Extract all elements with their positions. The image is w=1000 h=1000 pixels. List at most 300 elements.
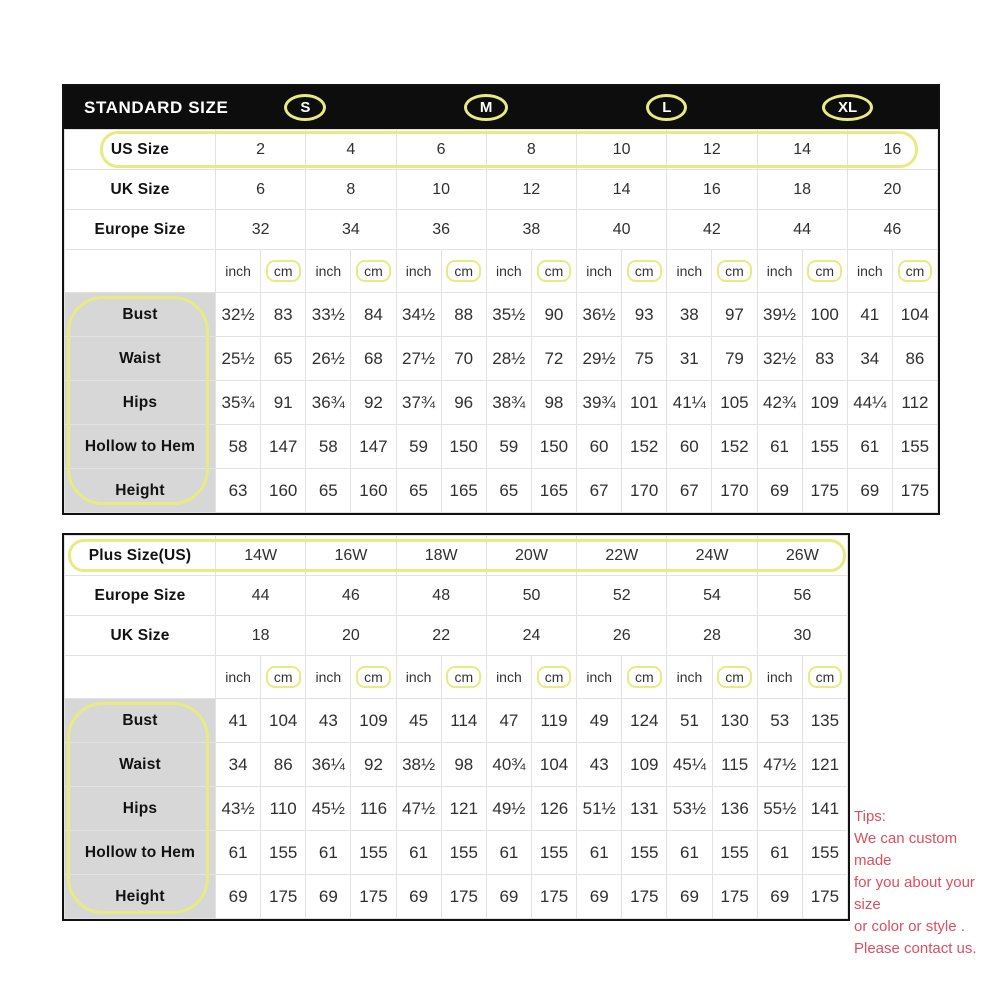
inch-unit-label: inch xyxy=(315,263,342,279)
standard-size-table xyxy=(62,84,940,515)
measurement-value-cell: 69 xyxy=(306,875,351,919)
measurement-value-cell: 160 xyxy=(351,469,396,513)
size-value-cell: 18 xyxy=(216,616,306,656)
size-value-cell: 18W xyxy=(396,536,486,576)
size-value-cell: 50 xyxy=(486,576,576,616)
measurement-value-cell: 121 xyxy=(441,787,486,831)
measurement-value-cell: 42¾ xyxy=(757,381,802,425)
measurement-value-cell: 61 xyxy=(396,831,441,875)
measurement-value-cell: 43 xyxy=(577,743,622,787)
size-value-cell: 12 xyxy=(667,130,757,170)
measurement-value-cell: 47½ xyxy=(396,787,441,831)
measurement-value-cell: 58 xyxy=(306,425,351,469)
size-group xyxy=(577,94,758,121)
measurement-value-cell: 69 xyxy=(847,469,892,513)
measurement-value-cell: 67 xyxy=(577,469,622,513)
measurement-value-cell: 155 xyxy=(802,831,847,875)
measurement-value-cell: 175 xyxy=(531,875,576,919)
inch-unit-label: inch xyxy=(676,669,703,685)
measurement-value-cell: 59 xyxy=(396,425,441,469)
standard-size-grid xyxy=(64,129,938,513)
measurement-value-cell: 63 xyxy=(216,469,261,513)
inch-unit-label: inch xyxy=(586,669,613,685)
measurement-value-cell: 92 xyxy=(351,381,396,425)
size-value-cell: 20 xyxy=(306,616,396,656)
measurement-value-cell: 155 xyxy=(622,831,667,875)
measurement-value-cell: 93 xyxy=(622,293,667,337)
measurement-value-cell: 175 xyxy=(802,469,847,513)
measurement-value-cell: 150 xyxy=(441,425,486,469)
size-value-cell: 16 xyxy=(847,130,937,170)
measurement-value-cell: 39¾ xyxy=(577,381,622,425)
custom-tips-note xyxy=(854,806,998,960)
measurement-value-cell: 126 xyxy=(531,787,576,831)
inch-unit-label: inch xyxy=(586,263,612,279)
measurement-value-cell: 32½ xyxy=(757,337,802,381)
size-group-circle: S xyxy=(284,94,326,121)
measurement-row xyxy=(65,381,938,425)
measurement-value-cell: 61 xyxy=(757,425,802,469)
cm-unit-highlight: cm xyxy=(446,666,481,688)
cm-unit-highlight: cm xyxy=(627,666,662,688)
measurement-value-cell: 165 xyxy=(531,469,576,513)
measurement-value-cell: 38¾ xyxy=(486,381,531,425)
inch-unit-label: inch xyxy=(856,263,883,279)
size-group-circle: M xyxy=(464,94,509,121)
cm-unit-cell xyxy=(622,250,667,293)
measurement-value-cell: 39½ xyxy=(757,293,802,337)
measurement-value-cell: 160 xyxy=(261,469,306,513)
size-row-label: US Size xyxy=(65,130,216,170)
measurement-value-cell: 65 xyxy=(396,469,441,513)
measurement-value-cell: 61 xyxy=(486,831,531,875)
measurement-label: Waist xyxy=(65,337,216,381)
measurement-value-cell: 84 xyxy=(351,293,396,337)
size-value-cell: 2 xyxy=(216,130,306,170)
measurement-value-cell: 26½ xyxy=(306,337,351,381)
measurement-value-cell: 61 xyxy=(306,831,351,875)
cm-unit-cell xyxy=(351,656,396,699)
size-value-cell: 14W xyxy=(216,536,306,576)
measurement-value-cell: 60 xyxy=(577,425,622,469)
size-value-cell: 46 xyxy=(847,210,937,250)
measurement-value-cell: 170 xyxy=(712,469,757,513)
inch-unit-label: inch xyxy=(225,263,251,279)
measurement-value-cell: 155 xyxy=(531,831,576,875)
measurement-value-cell: 155 xyxy=(712,831,757,875)
measurement-value-cell: 98 xyxy=(531,381,576,425)
cm-unit-highlight: cm xyxy=(356,666,391,688)
measurement-value-cell: 104 xyxy=(531,743,576,787)
size-row-label: Plus Size(US) xyxy=(65,536,216,576)
measurement-row xyxy=(65,875,848,919)
measurement-value-cell: 104 xyxy=(261,699,306,743)
measurement-value-cell: 67 xyxy=(667,469,712,513)
inch-unit-label: inch xyxy=(495,263,522,279)
measurement-value-cell: 136 xyxy=(712,787,757,831)
measurement-value-cell: 29½ xyxy=(577,337,622,381)
size-row xyxy=(65,536,848,576)
measurement-value-cell: 98 xyxy=(441,743,486,787)
measurement-value-cell: 53½ xyxy=(667,787,712,831)
cm-unit-cell xyxy=(441,656,486,699)
measurement-label: Hollow to Hem xyxy=(65,425,216,469)
cm-unit-highlight: cm xyxy=(898,260,933,282)
measurement-value-cell: 175 xyxy=(712,875,757,919)
measurement-value-cell: 41 xyxy=(847,293,892,337)
measurement-value-cell: 152 xyxy=(622,425,667,469)
measurement-value-cell: 86 xyxy=(892,337,937,381)
size-group-circle: L xyxy=(646,94,687,121)
size-row xyxy=(65,170,938,210)
measurement-value-cell: 70 xyxy=(441,337,486,381)
size-value-cell: 22 xyxy=(396,616,486,656)
inch-unit-cell xyxy=(306,250,351,293)
measurement-label: Hips xyxy=(65,787,216,831)
size-value-cell: 34 xyxy=(306,210,396,250)
inch-unit-cell xyxy=(486,250,531,293)
cm-unit-highlight: cm xyxy=(356,260,391,282)
inch-unit-cell xyxy=(216,250,261,293)
measurement-value-cell: 72 xyxy=(531,337,576,381)
plus-size-grid xyxy=(64,535,848,919)
measurement-label: Bust xyxy=(65,699,216,743)
measurement-value-cell: 130 xyxy=(712,699,757,743)
measurement-value-cell: 69 xyxy=(577,875,622,919)
measurement-value-cell: 91 xyxy=(261,381,306,425)
size-row-label: UK Size xyxy=(65,170,216,210)
measurement-row xyxy=(65,831,848,875)
measurement-value-cell: 65 xyxy=(306,469,351,513)
inch-unit-cell xyxy=(306,656,351,699)
measurement-value-cell: 83 xyxy=(802,337,847,381)
measurement-value-cell: 65 xyxy=(486,469,531,513)
measurement-value-cell: 101 xyxy=(622,381,667,425)
size-row xyxy=(65,616,848,656)
measurement-label: Bust xyxy=(65,293,216,337)
measurement-value-cell: 25½ xyxy=(216,337,261,381)
measurement-value-cell: 124 xyxy=(622,699,667,743)
size-value-cell: 42 xyxy=(667,210,757,250)
measurement-value-cell: 38 xyxy=(667,293,712,337)
measurement-value-cell: 175 xyxy=(261,875,306,919)
size-value-cell: 26 xyxy=(577,616,667,656)
measurement-value-cell: 69 xyxy=(757,875,802,919)
measurement-label: Waist xyxy=(65,743,216,787)
size-value-cell: 16 xyxy=(667,170,757,210)
unit-row-empty-cell xyxy=(65,656,216,699)
size-row-label: Europe Size xyxy=(65,576,216,616)
measurement-value-cell: 69 xyxy=(396,875,441,919)
measurement-value-cell: 97 xyxy=(712,293,757,337)
tips-line: Please contact us. xyxy=(854,940,977,957)
cm-unit-cell xyxy=(351,250,396,293)
measurement-value-cell: 69 xyxy=(667,875,712,919)
measurement-value-cell: 115 xyxy=(712,743,757,787)
measurement-value-cell: 88 xyxy=(441,293,486,337)
measurement-label: Height xyxy=(65,875,216,919)
measurement-value-cell: 36¼ xyxy=(306,743,351,787)
measurement-value-cell: 135 xyxy=(802,699,847,743)
measurement-row xyxy=(65,293,938,337)
measurement-value-cell: 47 xyxy=(486,699,531,743)
cm-unit-highlight: cm xyxy=(807,260,842,282)
measurement-row xyxy=(65,699,848,743)
tips-line: for you about your size xyxy=(854,874,975,913)
measurement-value-cell: 69 xyxy=(216,875,261,919)
inch-unit-cell xyxy=(757,250,802,293)
size-group-labels xyxy=(215,94,938,121)
size-row-label: UK Size xyxy=(65,616,216,656)
measurement-row xyxy=(65,337,938,381)
measurement-value-cell: 175 xyxy=(622,875,667,919)
plus-size-table xyxy=(62,533,850,921)
standard-size-header xyxy=(64,86,938,129)
measurement-value-cell: 165 xyxy=(441,469,486,513)
size-value-cell: 56 xyxy=(757,576,847,616)
measurement-value-cell: 61 xyxy=(216,831,261,875)
size-value-cell: 52 xyxy=(577,576,667,616)
measurement-value-cell: 49 xyxy=(577,699,622,743)
size-value-cell: 28 xyxy=(667,616,757,656)
size-value-cell: 48 xyxy=(396,576,486,616)
cm-unit-highlight: cm xyxy=(266,666,301,688)
size-value-cell: 20 xyxy=(847,170,937,210)
measurement-value-cell: 43 xyxy=(306,699,351,743)
size-value-cell: 8 xyxy=(486,130,576,170)
measurement-value-cell: 34 xyxy=(216,743,261,787)
size-value-cell: 44 xyxy=(216,576,306,616)
size-value-cell: 24W xyxy=(667,536,757,576)
measurement-row xyxy=(65,743,848,787)
measurement-value-cell: 86 xyxy=(261,743,306,787)
measurement-value-cell: 83 xyxy=(261,293,306,337)
measurement-value-cell: 175 xyxy=(802,875,847,919)
size-value-cell: 30 xyxy=(757,616,847,656)
measurement-value-cell: 36¾ xyxy=(306,381,351,425)
measurement-value-cell: 109 xyxy=(802,381,847,425)
measurement-value-cell: 35¾ xyxy=(216,381,261,425)
measurement-value-cell: 27½ xyxy=(396,337,441,381)
size-value-cell: 6 xyxy=(216,170,306,210)
measurement-value-cell: 49½ xyxy=(486,787,531,831)
measurement-value-cell: 32½ xyxy=(216,293,261,337)
measurement-label: Height xyxy=(65,469,216,513)
size-value-cell: 16W xyxy=(306,536,396,576)
inch-unit-cell xyxy=(667,250,712,293)
size-row-label: Europe Size xyxy=(65,210,216,250)
measurement-value-cell: 61 xyxy=(847,425,892,469)
inch-unit-cell xyxy=(486,656,531,699)
measurement-value-cell: 61 xyxy=(757,831,802,875)
measurement-value-cell: 53 xyxy=(757,699,802,743)
measurement-value-cell: 147 xyxy=(261,425,306,469)
cm-unit-highlight: cm xyxy=(266,260,301,282)
cm-unit-highlight: cm xyxy=(808,666,843,688)
tips-line: or color or style . xyxy=(854,918,965,935)
size-value-cell: 26W xyxy=(757,536,847,576)
inch-unit-label: inch xyxy=(766,263,793,279)
cm-unit-cell xyxy=(892,250,937,293)
inch-unit-label: inch xyxy=(405,263,432,279)
cm-unit-highlight: cm xyxy=(627,260,662,282)
size-row xyxy=(65,130,938,170)
size-value-cell: 32 xyxy=(216,210,306,250)
cm-unit-highlight: cm xyxy=(717,260,752,282)
cm-unit-cell xyxy=(441,250,486,293)
size-value-cell: 54 xyxy=(667,576,757,616)
measurement-value-cell: 75 xyxy=(622,337,667,381)
measurement-value-cell: 55½ xyxy=(757,787,802,831)
measurement-value-cell: 41 xyxy=(216,699,261,743)
measurement-value-cell: 110 xyxy=(261,787,306,831)
measurement-value-cell: 152 xyxy=(712,425,757,469)
size-value-cell: 14 xyxy=(577,170,667,210)
measurement-value-cell: 105 xyxy=(712,381,757,425)
measurement-value-cell: 45¼ xyxy=(667,743,712,787)
measurement-value-cell: 175 xyxy=(892,469,937,513)
size-value-cell: 14 xyxy=(757,130,847,170)
tips-lines xyxy=(854,828,998,960)
cm-unit-highlight: cm xyxy=(446,260,481,282)
measurement-value-cell: 45 xyxy=(396,699,441,743)
measurement-value-cell: 59 xyxy=(486,425,531,469)
measurement-value-cell: 141 xyxy=(802,787,847,831)
size-value-cell: 46 xyxy=(306,576,396,616)
size-value-cell: 8 xyxy=(306,170,396,210)
size-value-cell: 6 xyxy=(396,130,486,170)
measurement-value-cell: 170 xyxy=(622,469,667,513)
measurement-value-cell: 38½ xyxy=(396,743,441,787)
measurement-value-cell: 65 xyxy=(261,337,306,381)
measurement-value-cell: 150 xyxy=(531,425,576,469)
inch-unit-label: inch xyxy=(496,669,522,685)
measurement-value-cell: 175 xyxy=(351,875,396,919)
measurement-value-cell: 119 xyxy=(531,699,576,743)
size-value-cell: 38 xyxy=(486,210,576,250)
measurement-value-cell: 58 xyxy=(216,425,261,469)
measurement-value-cell: 35½ xyxy=(486,293,531,337)
tips-title: Tips: xyxy=(854,808,886,825)
cm-unit-cell xyxy=(712,656,757,699)
size-value-cell: 44 xyxy=(757,210,847,250)
cm-unit-highlight: cm xyxy=(717,666,752,688)
measurement-value-cell: 100 xyxy=(802,293,847,337)
measurement-value-cell: 34 xyxy=(847,337,892,381)
measurement-value-cell: 109 xyxy=(351,699,396,743)
size-value-cell: 10 xyxy=(577,130,667,170)
measurement-value-cell: 155 xyxy=(261,831,306,875)
inch-unit-label: inch xyxy=(405,669,432,685)
measurement-row xyxy=(65,469,938,513)
cm-unit-cell xyxy=(712,250,757,293)
measurement-value-cell: 37¾ xyxy=(396,381,441,425)
inch-unit-label: inch xyxy=(315,669,342,685)
measurement-value-cell: 51½ xyxy=(577,787,622,831)
measurement-value-cell: 28½ xyxy=(486,337,531,381)
measurement-value-cell: 40¾ xyxy=(486,743,531,787)
inch-unit-cell xyxy=(577,656,622,699)
measurement-value-cell: 44¼ xyxy=(847,381,892,425)
inch-unit-cell xyxy=(216,656,261,699)
inch-unit-cell xyxy=(577,250,622,293)
measurement-value-cell: 43½ xyxy=(216,787,261,831)
measurement-value-cell: 45½ xyxy=(306,787,351,831)
measurement-value-cell: 121 xyxy=(802,743,847,787)
unit-row-empty-cell xyxy=(65,250,216,293)
cm-unit-cell xyxy=(802,250,847,293)
measurement-value-cell: 116 xyxy=(351,787,396,831)
measurement-row xyxy=(65,787,848,831)
inch-unit-cell xyxy=(667,656,712,699)
measurement-value-cell: 69 xyxy=(757,469,802,513)
measurement-value-cell: 114 xyxy=(441,699,486,743)
measurement-value-cell: 112 xyxy=(892,381,937,425)
inch-unit-label: inch xyxy=(766,669,793,685)
measurement-value-cell: 51 xyxy=(667,699,712,743)
measurement-value-cell: 61 xyxy=(667,831,712,875)
cm-unit-highlight: cm xyxy=(537,666,572,688)
measurement-value-cell: 34½ xyxy=(396,293,441,337)
size-value-cell: 12 xyxy=(486,170,576,210)
measurement-value-cell: 131 xyxy=(622,787,667,831)
cm-unit-cell xyxy=(531,250,576,293)
inch-unit-cell xyxy=(396,656,441,699)
measurement-value-cell: 155 xyxy=(802,425,847,469)
measurement-value-cell: 68 xyxy=(351,337,396,381)
size-value-cell: 40 xyxy=(577,210,667,250)
measurement-value-cell: 147 xyxy=(351,425,396,469)
standard-size-title: STANDARD SIZE xyxy=(84,97,229,117)
cm-unit-cell xyxy=(622,656,667,699)
measurement-value-cell: 79 xyxy=(712,337,757,381)
size-group xyxy=(396,94,577,121)
size-value-cell: 22W xyxy=(577,536,667,576)
measurement-value-cell: 36½ xyxy=(577,293,622,337)
unit-header-row xyxy=(65,250,938,293)
inch-unit-label: inch xyxy=(225,669,251,685)
measurement-value-cell: 60 xyxy=(667,425,712,469)
size-value-cell: 18 xyxy=(757,170,847,210)
measurement-value-cell: 61 xyxy=(577,831,622,875)
measurement-value-cell: 96 xyxy=(441,381,486,425)
size-row xyxy=(65,576,848,616)
measurement-row xyxy=(65,425,938,469)
cm-unit-cell xyxy=(261,250,306,293)
size-group xyxy=(757,94,938,121)
measurement-value-cell: 155 xyxy=(351,831,396,875)
measurement-value-cell: 104 xyxy=(892,293,937,337)
inch-unit-cell xyxy=(757,656,802,699)
measurement-label: Hips xyxy=(65,381,216,425)
measurement-value-cell: 47½ xyxy=(757,743,802,787)
measurement-value-cell: 155 xyxy=(441,831,486,875)
size-group xyxy=(215,94,396,121)
size-value-cell: 4 xyxy=(306,130,396,170)
size-value-cell: 24 xyxy=(486,616,576,656)
cm-unit-cell xyxy=(531,656,576,699)
unit-header-row xyxy=(65,656,848,699)
measurement-value-cell: 155 xyxy=(892,425,937,469)
measurement-value-cell: 33½ xyxy=(306,293,351,337)
inch-unit-cell xyxy=(847,250,892,293)
size-value-cell: 10 xyxy=(396,170,486,210)
cm-unit-cell xyxy=(261,656,306,699)
measurement-value-cell: 90 xyxy=(531,293,576,337)
cm-unit-highlight: cm xyxy=(537,260,572,282)
measurement-value-cell: 92 xyxy=(351,743,396,787)
measurement-value-cell: 41¼ xyxy=(667,381,712,425)
